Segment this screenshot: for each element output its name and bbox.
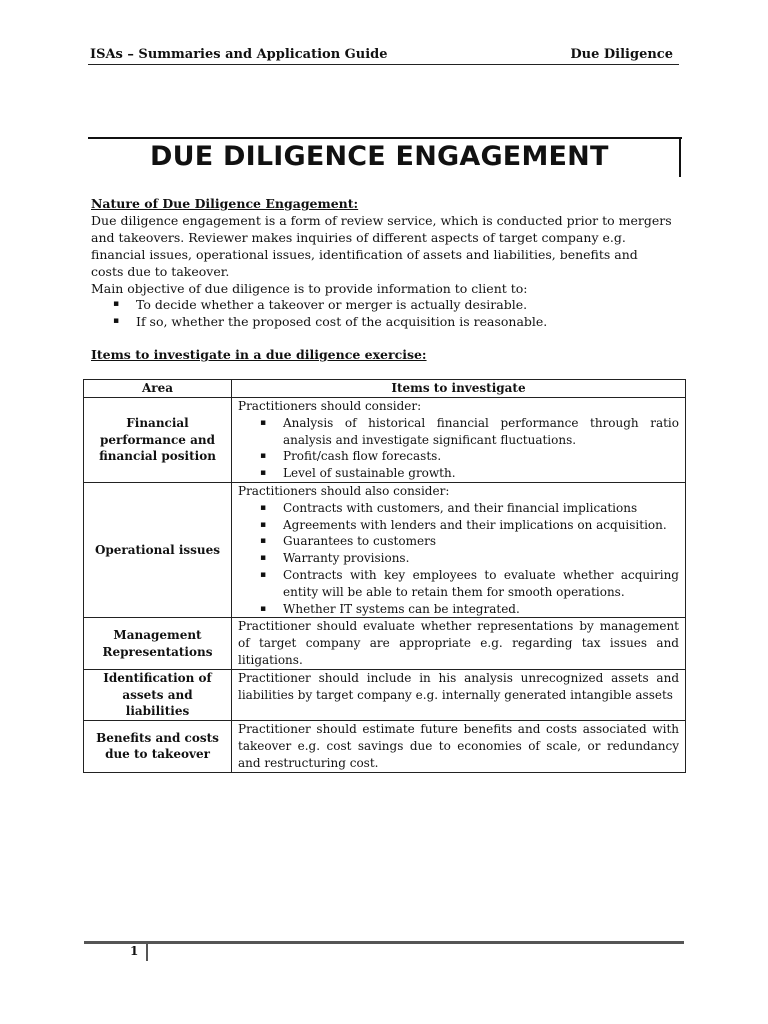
column-header-items: Items to investigate	[232, 380, 686, 398]
bullet-icon: ▪	[260, 502, 267, 513]
page-title: DUE DILIGENCE ENGAGEMENT	[150, 141, 609, 172]
table-row	[84, 618, 686, 669]
bullet-icon: ▪	[260, 417, 267, 428]
list-item: ▪ Whether IT systems can be integrated.	[260, 601, 520, 616]
area-cell: Operational issues	[84, 482, 232, 617]
items-cell	[232, 482, 686, 617]
area-cell: Financial performance and financial position	[84, 398, 232, 483]
items-intro: Practitioners should consider:	[238, 399, 422, 413]
table-row	[84, 721, 686, 772]
nature-paragraph: Due diligence engagement is a form of review service, which is conducted prior to mergers and takeovers. Reviewer makes inquiries of different aspects of target company e.g. financial issues, operational issues, identification of assets and liabilities, benefits and costs due to takeover.	[91, 213, 672, 279]
list-item: ▪ Analysis of historical financial performance through ratio analysis and investigate significant fluctuations.	[260, 415, 679, 447]
items-list	[238, 500, 679, 618]
list-item: ▪ To decide whether a takeover or merger is actually desirable.	[113, 297, 528, 312]
page-number-bar	[146, 943, 148, 961]
table-row	[84, 482, 686, 617]
bullet-icon: ▪	[260, 569, 267, 580]
table-header-row	[84, 380, 686, 398]
list-item: ▪ Agreements with lenders and their implications on acquisition.	[260, 517, 667, 532]
items-heading: Items to investigate in a due diligence exercise:	[91, 347, 427, 362]
list-item: ▪ Warranty provisions.	[260, 551, 410, 566]
header-section-title: Due Diligence	[570, 47, 673, 62]
items-list	[238, 415, 679, 482]
bullet-icon: ▪	[113, 299, 120, 309]
nature-heading: Nature of Due Diligence Engagement:	[91, 196, 359, 211]
list-item: ▪ Level of sustainable growth.	[260, 466, 456, 481]
items-cell	[232, 398, 686, 483]
items-cell: Practitioner should include in his analysis unrecognized assets and liabilities by target company e.g. internally generated intangible assets	[232, 669, 686, 720]
table-row	[84, 669, 686, 720]
area-cell: Benefits and costs due to takeover	[84, 721, 232, 772]
investigation-table	[83, 379, 686, 773]
list-item: ▪ Guarantees to customers	[260, 534, 436, 549]
items-cell: Practitioner should evaluate whether representations by management of target company are appropriate e.g. regarding tax issues and litigations.	[232, 618, 686, 669]
list-item: ▪ Profit/cash flow forecasts.	[260, 449, 442, 464]
bullet-icon: ▪	[260, 536, 267, 547]
bullet-icon: ▪	[260, 451, 267, 462]
page-number: 1	[130, 944, 139, 958]
area-cell: Management Representations	[84, 618, 232, 669]
bullet-icon: ▪	[260, 519, 267, 530]
title-rule	[88, 137, 682, 139]
bullet-icon: ▪	[260, 603, 267, 614]
bullet-icon: ▪	[260, 468, 267, 479]
area-cell: Identification of assets and liabilities	[84, 669, 232, 720]
list-item: ▪ If so, whether the proposed cost of the acquisition is reasonable.	[113, 314, 548, 329]
bullet-icon: ▪	[113, 316, 120, 326]
items-intro: Practitioners should also consider:	[238, 483, 450, 498]
table-row	[84, 398, 686, 483]
title-bar	[679, 137, 681, 177]
objective-intro: Main objective of due diligence is to provide information to client to:	[91, 281, 528, 296]
objective-list	[91, 296, 673, 330]
list-item: ▪ Contracts with customers, and their financial implications	[260, 500, 638, 515]
page-header	[88, 46, 679, 65]
column-header-area: Area	[84, 380, 232, 398]
footer-rule	[84, 941, 684, 944]
bullet-icon: ▪	[260, 553, 267, 564]
header-doc-title: ISAs – Summaries and Application Guide	[90, 47, 388, 62]
list-item: ▪ Contracts with key employees to evaluate whether acquiring entity will be able to retain them for smooth operations.	[260, 567, 679, 599]
items-cell: Practitioner should estimate future benefits and costs associated with takeover e.g. cost savings due to economies of scale, or redundancy and restructuring cost.	[232, 721, 686, 772]
